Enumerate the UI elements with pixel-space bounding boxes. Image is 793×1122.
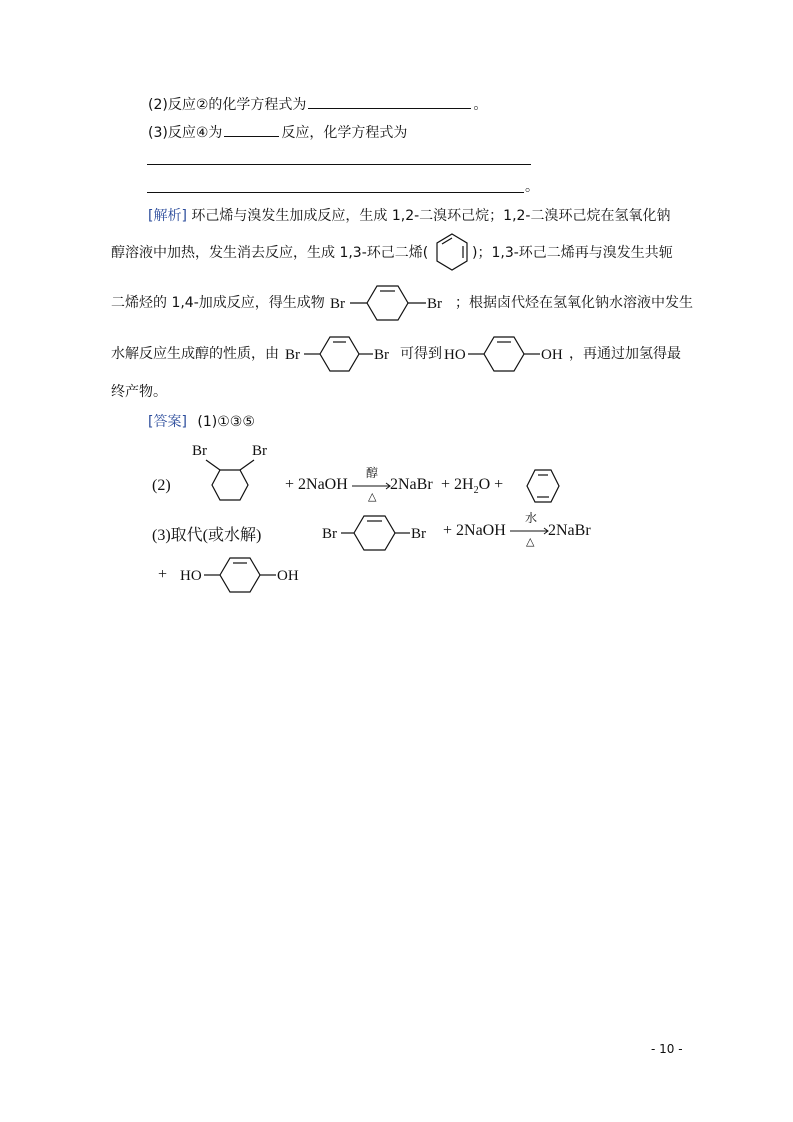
analysis-line-5: 终产物。	[111, 384, 167, 400]
question-2	[148, 94, 487, 115]
question-3	[148, 122, 407, 143]
analysis-line-1	[148, 206, 670, 226]
condition-heat: △	[368, 491, 377, 503]
dibromocyclohexene-structure	[322, 513, 447, 553]
answer-tag: [答案]	[148, 414, 187, 430]
br-label: Br	[411, 526, 426, 542]
question-2-text: (2)反应②的化学方程式为	[148, 97, 307, 113]
br-label: Br	[252, 443, 267, 459]
question-3-text-2: 反应，化学方程式为	[281, 125, 408, 141]
cyclohexenediol-structure	[444, 334, 569, 374]
br-label: Br	[192, 443, 207, 459]
answer-part-2-label: (2)	[152, 477, 171, 494]
plus-sign: +	[158, 566, 168, 583]
dibromocyclohexene-structure	[285, 334, 397, 374]
analysis-line-2a: 醇溶液中加热，发生消去反应，生成 1,3-环己二烯(	[111, 245, 429, 261]
br-label: Br	[322, 526, 337, 542]
water-subscript: 2	[473, 485, 479, 497]
product-nabr: 2NaBr	[548, 522, 591, 539]
product-nabr: 2NaBr	[390, 476, 433, 493]
answer-line-1	[148, 412, 255, 432]
cyclohexadiene-structure	[520, 466, 560, 506]
oh-label: OH	[541, 347, 563, 363]
dibromocyclohexane-structure	[192, 440, 272, 505]
product-water	[441, 476, 503, 496]
question-3-text: (3)反应④为	[148, 125, 223, 141]
dibromocyclohexene-structure	[330, 283, 455, 323]
analysis-line-3a: 二烯烃的 1,4-加成反应，得生成物	[111, 295, 325, 311]
ho-label: HO	[444, 347, 466, 363]
condition-heat: △	[526, 536, 535, 548]
reagent-naoh: + 2NaOH	[285, 476, 348, 493]
condition-alcohol: 醇	[366, 466, 379, 480]
answer-blank	[308, 94, 471, 109]
ho-label: HO	[180, 568, 202, 584]
br-label: Br	[285, 347, 300, 363]
reagent-naoh: + 2NaOH	[443, 522, 506, 539]
answer-line	[147, 164, 531, 165]
br-label: Br	[330, 296, 345, 312]
analysis-line-4b: 可得到	[400, 346, 442, 362]
water-o: O +	[478, 476, 504, 493]
cyclohexenediol-structure	[180, 555, 310, 595]
analysis-line-3b: ；根据卤代烃在氢氧化钠水溶液中发生	[455, 295, 693, 311]
condition-water: 水	[525, 511, 538, 525]
question-2-end: 。	[473, 97, 488, 113]
br-label: Br	[427, 296, 442, 312]
analysis-line-2b: )；1,3-环己二烯再与溴发生共轭	[472, 245, 673, 261]
water-h: + 2H	[441, 476, 474, 493]
oh-label: OH	[277, 568, 299, 584]
answer-part-1: (1)①③⑤	[197, 414, 255, 430]
page-number: - 10 -	[651, 1042, 683, 1056]
answer-blank	[224, 122, 279, 137]
analysis-text: 环己烯与溴发生加成反应，生成 1,2-二溴环己烷；1,2-二溴环己烷在氢氧化钠	[191, 208, 671, 224]
answer-part-3-label: (3)取代(或水解)	[152, 527, 262, 544]
answer-line	[147, 192, 524, 193]
analysis-line-4c: ，再通过加氢得最	[569, 346, 681, 362]
analysis-tag: [解析]	[148, 208, 187, 224]
analysis-line-4a: 水解反应生成醇的性质，由	[111, 346, 279, 362]
cyclohexadiene-structure	[434, 232, 470, 272]
answer-line-end: 。	[525, 179, 539, 195]
br-label: Br	[374, 347, 389, 363]
